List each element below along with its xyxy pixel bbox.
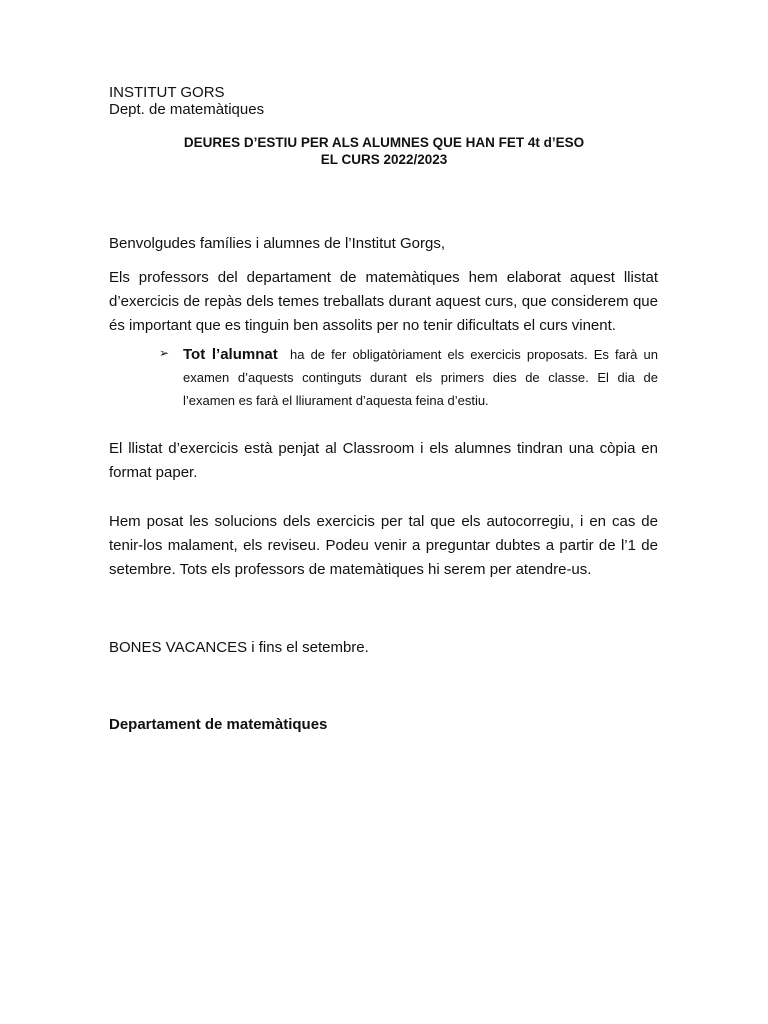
document-title xyxy=(0,134,768,168)
solucions-paragraph: Hem posat les solucions dels exercicis per tal que els autocorregiu, i en cas de tenir-los malament, els reviseu. Podeu venir a preguntar dubtes a partir de l’1 de setembre. Tots els professors de matemàtiques hi serem per atendre-us. xyxy=(109,513,658,578)
arrow-bullet-icon: ➢ xyxy=(159,346,170,360)
department-name: Dept. de matemàtiques xyxy=(109,101,265,118)
institution-name: INSTITUT GORS xyxy=(109,84,225,101)
letterhead xyxy=(109,84,264,118)
bullet-body: ha de fer obligatòriament els exercicis proposats. Es farà un examen d’aquests continguts durant els primers dies de classe. El dia de l’examen es farà el lliurament d’aquesta feina d’estiu. xyxy=(183,347,658,408)
bullet-text xyxy=(183,343,658,412)
bullet-lead: Tot l’alumnat xyxy=(183,346,278,363)
greeting-paragraph: Benvolgudes famílies i alumnes de l’Institut Gorgs, xyxy=(109,235,445,252)
intro-paragraph: Els professors del departament de matemàtiques hem elaborat aquest llistat d’exercicis de repàs dels temes treballats durant aquest curs, que considerem que és important que es tinguin ben assolits per no tenir dificultats el curs vinent. xyxy=(109,269,658,334)
llistat-paragraph: El llistat d’exercicis està penjat al Classroom i els alumnes tindran una còpia en format paper. xyxy=(109,440,658,481)
bullet-item xyxy=(159,343,658,412)
signature: Departament de matemàtiques xyxy=(109,716,328,733)
title-line-2: EL CURS 2022/2023 xyxy=(320,152,448,167)
vacances-paragraph: BONES VACANCES i fins el setembre. xyxy=(109,639,369,656)
title-line-1: DEURES D’ESTIU PER ALS ALUMNES QUE HAN FET 4t d’ESO xyxy=(183,135,585,150)
